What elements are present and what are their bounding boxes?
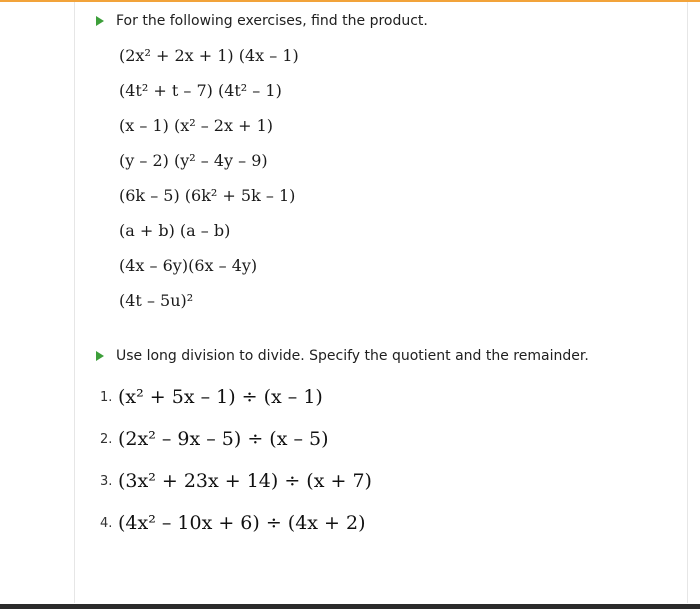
exercise-number: 4.: [100, 515, 113, 531]
product-expression: (2x² + 2x + 1) (4x – 1): [119, 46, 299, 65]
division-exercise: [100, 376, 372, 418]
division-expression: (3x² + 23x + 14) ÷ (x + 7): [118, 470, 372, 492]
division-exercise: [100, 418, 372, 460]
exercise-number: 3.: [100, 473, 113, 489]
product-expression: (y – 2) (y² – 4y – 9): [119, 151, 268, 170]
product-section-heading: [96, 13, 428, 29]
division-exercise-list: [100, 376, 372, 544]
product-expression: (6k – 5) (6k² + 5k – 1): [119, 186, 296, 205]
exercise-number: 2.: [100, 431, 113, 447]
bottom-bar: [0, 604, 700, 609]
product-expression: (4t – 5u)²: [119, 291, 194, 310]
division-expression: (4x² – 10x + 6) ÷ (4x + 2): [118, 512, 366, 534]
division-exercise: [100, 502, 372, 544]
product-expression: (4x – 6y)(6x – 4y): [119, 256, 258, 275]
product-expression: (4t² + t – 7) (4t² – 1): [119, 81, 282, 100]
division-expression: (x² + 5x – 1) ÷ (x – 1): [118, 386, 323, 408]
division-heading-text: Use long division to divide. Specify the quotient and the remainder.: [116, 348, 589, 364]
exercise-number: 1.: [100, 389, 113, 405]
division-section-heading: [96, 348, 589, 364]
play-triangle-icon: [96, 351, 104, 361]
division-expression: (2x² – 9x – 5) ÷ (x – 5): [118, 428, 329, 450]
product-heading-text: For the following exercises, find the product.: [116, 13, 428, 29]
product-expression: (x – 1) (x² – 2x + 1): [119, 116, 273, 135]
play-triangle-icon: [96, 16, 104, 26]
division-exercise: [100, 460, 372, 502]
product-expression: (a + b) (a – b): [119, 221, 231, 240]
product-expression-list: [119, 46, 299, 311]
